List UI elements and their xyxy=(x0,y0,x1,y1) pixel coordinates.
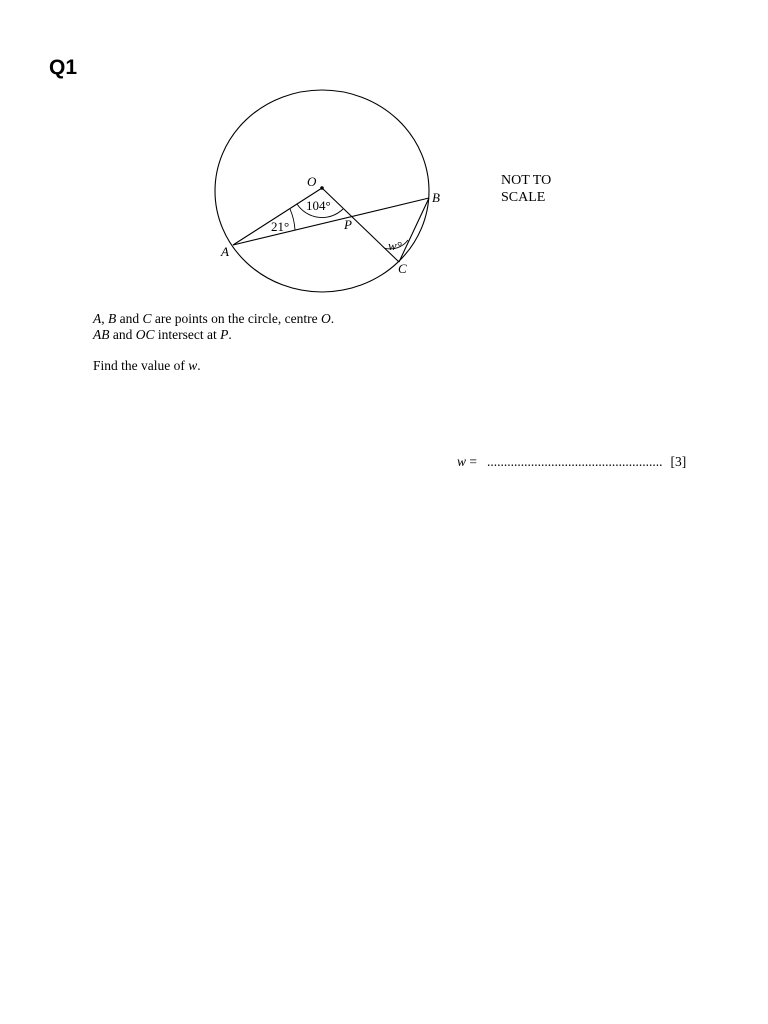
radius-oa xyxy=(233,188,322,245)
stem-var-c: C xyxy=(142,311,152,326)
stem-text: . xyxy=(228,327,232,342)
label-p: P xyxy=(344,217,352,232)
label-angle-w: w° xyxy=(388,238,402,253)
label-angle-aoc: 104° xyxy=(306,198,331,213)
stem-text: intersect at xyxy=(154,327,221,342)
stem-var-o: O xyxy=(320,311,331,326)
stem-text: . xyxy=(330,311,335,326)
stem-var-oc: OC xyxy=(135,327,155,342)
answer-dotted-field[interactable]: .................................................... xyxy=(487,454,663,469)
answer-equals: = xyxy=(466,454,478,469)
answer-line[interactable] xyxy=(457,453,686,471)
stem-var-b: B xyxy=(108,311,117,326)
stem-var-ab: AB xyxy=(93,327,110,342)
label-a: A xyxy=(221,244,229,259)
stem-var-a: A xyxy=(93,311,102,326)
label-o: O xyxy=(307,174,317,189)
stem-line-2 xyxy=(93,327,334,343)
circle-diagram xyxy=(0,0,768,320)
label-c: C xyxy=(398,261,407,276)
stem-line-1 xyxy=(93,311,334,327)
stem-text: and xyxy=(116,311,143,326)
stem-text: and xyxy=(109,327,136,342)
stem-text: , xyxy=(101,311,108,326)
arc-angle-oab xyxy=(290,209,295,230)
marks-indicator: [3] xyxy=(670,454,687,469)
label-angle-oab: 21° xyxy=(271,219,290,234)
stem-text: . xyxy=(197,358,201,373)
question-stem xyxy=(93,311,334,374)
stem-text: are points on the circle, centre xyxy=(151,311,321,326)
chord-bc xyxy=(399,198,429,262)
stem-line-3 xyxy=(93,358,334,374)
not-to-scale-line2: SCALE xyxy=(501,190,546,205)
circle xyxy=(215,90,429,292)
answer-var-w: w xyxy=(457,454,467,469)
stem-var-p: P xyxy=(220,327,229,342)
stem-var-w: w xyxy=(188,358,198,373)
not-to-scale-note xyxy=(501,172,551,206)
stem-text: Find the value of xyxy=(93,358,189,373)
centre-dot xyxy=(320,186,324,190)
question-number: Q1 xyxy=(49,56,78,79)
not-to-scale-line1: NOT TO xyxy=(501,173,552,188)
label-b: B xyxy=(432,190,440,205)
